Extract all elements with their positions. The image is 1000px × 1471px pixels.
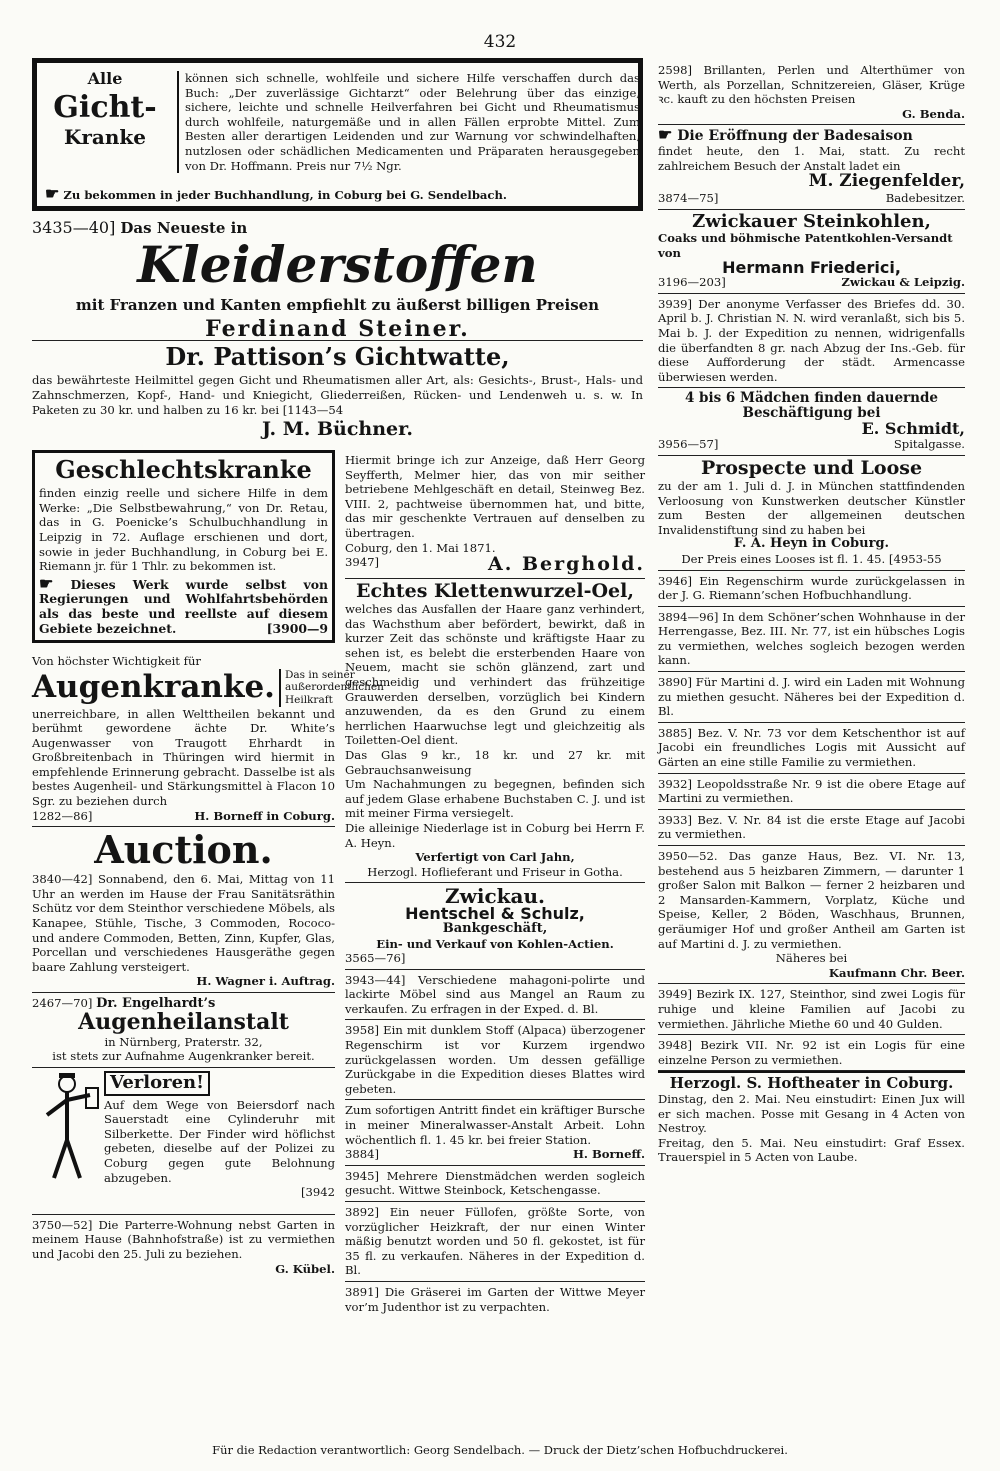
- haus-text: 3950—52. Das ganze Haus, Bez. VI. Nr. 13, bestehend aus 5 heizbaren Zimmern, — darunter 1 großer Salon mit Balkon — ferner 2 heizbaren und 2 Mansarden-Kammern, Vorplatz, Küche und Speise, Keller, 2 Böden, Waschhaus, Brunnen, geräumiger Hof und großer Antheil am Garten ist auf Martini d. J. zu vermiethen.: [658, 849, 965, 951]
- steiner-lead: Das Neueste in: [120, 219, 248, 237]
- kohle-place: Zwickau & Leipzig.: [841, 275, 965, 290]
- geschl-note: Dieses Werk wurde selbst von Regierungen und Wohlfahrtsbehörden als das beste und reellste auf diesem Gebiete bezeichnet.: [39, 576, 328, 636]
- geschl-title: Geschlechtskranke: [55, 455, 312, 484]
- steiner-ref: 3435—40]: [32, 218, 116, 237]
- logis2-advert: [658, 984, 965, 1035]
- kohle-title: Zwickauer Steinkohlen,: [692, 210, 931, 232]
- pattison-advert: [32, 340, 643, 440]
- brill-text: 2598] Brillanten, Perlen und Alterthümer von Werth, als Porzellan, Schnitzereien, Gläser, Krüge ꝛc. kauft zu den höchsten Preisen: [658, 63, 965, 107]
- augen-ref: 1282—86]: [32, 808, 93, 823]
- brill-name: G. Benda.: [902, 106, 965, 121]
- steiner-headline: Kleiderstoffen: [137, 235, 538, 294]
- graes-text: 3891] Die Gräserei im Garten der Wittwe Meyer vor’m Judenthor ist zu verpachten.: [345, 1284, 645, 1314]
- pattison-body: das bewährteste Heilmittel gegen Gicht und Rheumatismen aller Art, als: Gesichts-, Brust-, Hals- und Zahnschmerzen, Kopf-, Hand- und Kniegicht, Gliederreißen, Rücken- und Lendenweh u. s. w. In Paketen zu 30 kr. und halben zu 16 kr. bei: [32, 373, 643, 417]
- verloren-title-row: [104, 1071, 335, 1096]
- etage1-advert: [658, 774, 965, 810]
- steiner-text: mit Franzen und Kanten empfiehlt zu äußerst billigen Preisen: [75, 295, 600, 314]
- bursche-advert: [345, 1100, 645, 1165]
- bade-text: findet heute, den 1. Mai, statt. Zu recht zahlreichem Besuch der Anstalt ladet ein: [658, 143, 965, 173]
- kohle-advert: [658, 210, 965, 294]
- fuell-text: 3892] Ein neuer Füllofen, größte Sorte, von vorzüglicher Heizkraft, der nur einen Winter mäßig benutzt worden und 50 fl. gekostet, ist für 35 fl. zu verkaufen. Näheres in der Expedition d. Bl.: [345, 1205, 645, 1278]
- parterre-advert: [32, 1215, 335, 1279]
- pointing-hand-icon: ☛: [45, 184, 60, 203]
- laden-text: 3890] Für Martini d. J. wird ein Laden mit Wohnung zu miethen gesucht. Näheres bei der Expedition d. Bl.: [658, 675, 965, 719]
- crier-figure-icon: [32, 1070, 102, 1185]
- pattison-text: [32, 373, 643, 417]
- verloren-body: [104, 1071, 335, 1200]
- moebel-advert: [345, 970, 645, 1021]
- seyff-name: A. Berghold.: [487, 553, 645, 576]
- regen-advert: [345, 1020, 645, 1100]
- etage2-advert: [658, 810, 965, 846]
- fuell-advert: [345, 1202, 645, 1282]
- verloren-ref: [3942: [300, 1185, 335, 1200]
- verloren-title: Verloren!: [104, 1071, 210, 1096]
- zwick-line: Bankgeschäft,: [442, 920, 548, 936]
- gicht-bottom: Zu bekommen in jeder Buchhandlung, in Coburg bei G. Sendelbach.: [63, 188, 507, 202]
- prosp-advert: [658, 456, 965, 571]
- augen-title-row: [32, 668, 384, 707]
- gicht-label-1: Alle: [87, 69, 123, 88]
- engel-name: Dr. Engelhardt’s: [96, 995, 216, 1011]
- laden-advert: [658, 672, 965, 723]
- pattison-ref: [1143—54: [282, 402, 344, 417]
- auction-sign: H. Wagner i. Auftrag.: [196, 974, 335, 989]
- logis1-advert: [658, 723, 965, 774]
- schoen-text: 3894—96] In dem Schöner’schen Wohnhause in der Herrengasse, Bez. III. Nr. 77, ist ein hübsches Logis zu vermiethen, welches sogleich bezogen werden kann.: [658, 609, 965, 668]
- footer-imprint: Für die Redaction verantwortlich: Georg Sendelbach. — Druck der Dietz’schen Hofbuchdruckerei.: [212, 1443, 788, 1457]
- klett-title: Echtes Klettenwurzel-Oel,: [356, 580, 634, 603]
- pattison-headline: Dr. Pattison’s Gichtwatte,: [165, 342, 510, 371]
- logis1-text: 3885] Bez. V. Nr. 73 vor dem Ketschenthor ist auf Jacobi ein freundliches Logis mit Aussicht auf Gärten an eine stille Familie zu vermiethen.: [658, 725, 965, 770]
- parterre-text: 3750—52] Die Parterre-Wohnung nebst Garten in meinem Hause (Bahnhofstraße) ist zu vermiethen und Jacobi den 25. Juli zu beziehen.: [32, 1217, 335, 1261]
- schirm-text: 3946] Ein Regenschirm wurde zurückgelassen in der J. G. Riemann’schen Hofbuchhandlung.: [658, 573, 965, 603]
- logis2-text: 3949] Bezirk IX. 127, Steinthor, sind zwei Logis für ruhige und kleine Familien auf Jacobi zu vermiethen. Jährliche Miethe 60 und 40 Gulden.: [658, 987, 965, 1031]
- augen-sign-row: [32, 809, 335, 824]
- prosp-name: F. A. Heyn in Coburg.: [733, 536, 890, 552]
- geschl-ref: [3900—9: [266, 620, 328, 636]
- maed-name: E. Schmidt,: [861, 418, 965, 438]
- seyff-date: Coburg, den 1. Mai 1871.: [345, 540, 496, 555]
- bade-name: M. Ziegenfelder,: [808, 171, 965, 192]
- engel-ref: 2467—70]: [32, 995, 93, 1010]
- dienst-advert: [345, 1166, 645, 1202]
- augen-advert: [32, 651, 384, 827]
- parterre-name: G. Kübel.: [275, 1261, 335, 1276]
- zwick-line2: Ein- und Verkauf von Kohlen-Actien.: [376, 936, 614, 951]
- prosp-price: Der Preis eines Looses ist fl. 1. 45. [4953-55: [681, 551, 942, 566]
- geschl-text: finden einzig reelle und sichere Hilfe in dem Werke: „Die Selbstbewahrung,“ von Dr. Retau, das in G. Poenicke’s Schulbuchhandlung in Leipzig in 72. Auflage erschienen und dort, sowie in jeder Buchhandlung, in Coburg bei E. Riemann jr. für 1 Thlr. zu bekommen ist.: [39, 486, 328, 574]
- geschl-note-line: [39, 573, 328, 636]
- theater-advert: [658, 1071, 965, 1168]
- klett-text: welches das Ausfallen der Haare ganz verhindert, das Wachsthum aber befördert, bewirkt, daß in kurzer Zeit das schönste und kräftigste Haar zu sehen ist, es belebt die ersterbenden Haare von Neuem, macht sie schön glänzend, zart und geschmeidig und verhindert das frühzeitige Grauwerden derselben, vorzüglich bei Kindern anzuwenden, da es den Grund zu einem herrlichen Haarwuchse legt und gleichzeitig als Toiletten-Oel dient.: [345, 602, 645, 748]
- maed-sign-row: [658, 437, 965, 452]
- gicht-label-2: Gicht-: [53, 89, 157, 125]
- geschl-advert: [32, 450, 335, 643]
- bursche-name: H. Borneff.: [572, 1147, 645, 1162]
- augen-name: H. Borneff in Coburg.: [194, 808, 335, 823]
- logis3-text: 3948] Bezirk VII. Nr. 92 ist ein Logis für eine einzelne Person zu vermiethen.: [658, 1038, 965, 1067]
- zwick-title: Zwickau.: [445, 884, 545, 909]
- gicht-advert: [32, 58, 643, 211]
- schirm-advert: [658, 571, 965, 607]
- klett-advert: [345, 579, 645, 883]
- theater-title: Herzogl. S. Hoftheater in Coburg.: [669, 1074, 954, 1093]
- auction-title: Auction.: [94, 827, 273, 873]
- pointing-hand-icon: ☛: [658, 125, 673, 145]
- haus-more: Näheres bei: [775, 951, 848, 966]
- gicht-label-3: Kranke: [63, 125, 146, 150]
- zwick-firm: Hentschel & Schulz,: [405, 904, 585, 924]
- regen-text: 3958] Ein mit dunklem Stoff (Alpaca) überzogener Regenschirm ist vor Kurzem irgendwo zurückgelassen worden. Um dessen gefällige Zurückgabe in die Expedition dieses Blattes wird gebeten.: [345, 1023, 645, 1096]
- bade-title: Die Eröffnung der Badesaison: [677, 128, 913, 145]
- anon-advert: [658, 294, 965, 389]
- auction-advert: [32, 827, 335, 993]
- bade-role: Badebesitzer.: [885, 191, 965, 205]
- bursche-sign-row: [345, 1147, 645, 1162]
- engel-line: in Nürnberg, Praterstr. 32,: [104, 1034, 263, 1049]
- klett-by: Verfertigt von Carl Jahn,: [415, 850, 575, 865]
- kohle-line: Coaks und böhmische Patentkohlen-Versandt von: [658, 231, 953, 261]
- page-number: 432: [483, 32, 517, 52]
- bade-sign-row: [658, 191, 965, 206]
- auction-text: 3840—42] Sonnabend, den 6. Mai, Mittag von 11 Uhr an werden im Hause der Frau Sanitätsräthin Schütz vor dem Steinthor verschiedene Möbels, als Kanapee, Stühle, Tische, 3 Commoden, Rococo- und andere Commoden, Betten, Zinn, Kupfer, Glas, Porcellan und verschiedenes Hausgeräthe gegen baare Zahlung versteigert.: [32, 872, 335, 974]
- theater-2: Freitag, den 5. Mai. Neu einstudirt: Graf Essex. Trauerspiel in 5 Acten von Laube.: [658, 1135, 965, 1165]
- maed-place: Spitalgasse.: [893, 437, 965, 452]
- klett-sole: Die alleinige Niederlage ist in Coburg bei Herrn F. A. Heyn.: [345, 820, 645, 850]
- moebel-text: 3943—44] Verschiedene mahagoni-polirte und lackirte Möbel sind aus Mangel an Raum zu verkaufen. Zu erfragen in der Exped. d. Bl.: [345, 972, 645, 1016]
- engel-title: Augenheilanstalt: [78, 1009, 289, 1036]
- theater-1: Dinstag, den 2. Mai. Neu einstudirt: Einen Jux will er sich machen. Posse mit Gesang in 4 Acten von Nestroy.: [658, 1092, 965, 1136]
- pattison-name: J. M. Büchner.: [261, 417, 414, 440]
- augen-side: Das in seiner außerordentlichen Heilkraft: [279, 669, 384, 707]
- schoen-advert: [658, 607, 965, 672]
- dienst-text: 3945] Mehrere Dienstmädchen werden sogleich gesucht. Wittwe Steinbock, Ketschengasse.: [345, 1168, 645, 1198]
- engel-line2: ist stets zur Aufnahme Augenkranker bereit.: [52, 1049, 315, 1064]
- klett-price: Das Glas 9 kr., 18 kr. und 27 kr. mit Gebrauchsanweisung: [345, 747, 645, 777]
- pointing-hand-icon: ☛: [39, 573, 54, 593]
- gicht-bottom-line: [45, 184, 635, 203]
- prosp-text: zu der am 1. Juli d. J. in München stattfindenden Verloosung von Kunstwerken deutscher Künstler zum Besten der allgemeinen deutschen Invalidenstiftung sind zu haben bei: [658, 478, 965, 537]
- seyff-text: Hiermit bringe ich zur Anzeige, daß Herr Georg Seyfferth, Melmer hier, das von mir seither betriebene Mehlgeschäft en detail, Steinweg Bez. VIII. 2, pachtweise übernommen hat, und bitte, das mir geschenkte Vertrauen auf denselben zu übertragen.: [345, 453, 645, 540]
- kohle-sign-row: [658, 275, 965, 290]
- seyff-advert: [345, 450, 645, 579]
- right-column: [658, 60, 965, 1168]
- kohle-ref: 3196—203]: [658, 275, 726, 290]
- prosp-title: Prospecte und Loose: [700, 457, 923, 479]
- augen-title: Augenkranke.: [32, 669, 275, 706]
- steiner-name: Ferdinand Steiner.: [205, 315, 470, 342]
- logis3-advert: [658, 1035, 965, 1071]
- augen-head: Von höchster Wichtigkeit für: [32, 654, 201, 669]
- graes-advert: [345, 1282, 645, 1317]
- klett-by2: Herzogl. Hoflieferant und Friseur in Gotha.: [367, 864, 623, 879]
- gicht-left-label: [45, 71, 165, 148]
- etage2-text: 3933] Bez. V. Nr. 84 ist die erste Etage auf Jacobi zu vermiethen.: [658, 812, 965, 842]
- anon-text: 3939] Der anonyme Verfasser des Briefes dd. 30. April b. J. Christian N. N. wird veranlaßt, sich bis 5. Mai b. J. der Expedition zu nennen, widrigenfalls die überfandten 8 gr. nach Abzug der Ins.-Geb. für diese Aufforderung der städt. Armencasse überwiesen werden.: [658, 296, 965, 384]
- zwick-ref: 3565—76]: [345, 951, 406, 966]
- seyff-ref: 3947]: [345, 555, 380, 570]
- haus-name: Kaufmann Chr. Beer.: [828, 965, 965, 980]
- gicht-text: können sich schnelle, wohlfeile und sichere Hilfe verschaffen durch das Buch: „Der zuverlässige Gichtarzt“ oder Belehrung über das einzige, sichere, leichte und schnelle Heilverfahren bei Gicht und Rheumatismus durch wohlfeile, naturgemäße und in allen Fällen erprobte Mittel. Zum Besten aller derartigen Leidenden und zur Warnung vor schwindelhaften, nutzlosen oder schädlichen Medicamenten und Präparaten herausgegeben von Dr. Hoffmann. Preis nur 7½ Ngr.: [177, 71, 640, 173]
- maed-ref: 3956—57]: [658, 437, 719, 452]
- zwick-advert: [345, 883, 645, 969]
- bursche-ref: 3884]: [345, 1147, 380, 1162]
- middle-column: [345, 450, 645, 1317]
- brill-advert: [658, 60, 965, 125]
- bursche-text: Zum sofortigen Antritt findet ein kräftiger Bursche in meiner Mineralwasser-Anstalt Arbeit. Lohn wöchentlich fl. 1. 45 kr. bei freier Station.: [345, 1103, 645, 1147]
- seyff-sign-row: [345, 555, 645, 575]
- bade-ref: 3874—75]: [658, 191, 719, 205]
- haus-advert: [658, 846, 965, 984]
- etage1-text: 3932] Leopoldsstraße Nr. 9 ist die obere Etage auf Martini zu vermiethen.: [658, 776, 965, 806]
- verloren-text: Auf dem Wege von Beiersdorf nach Sauerstadt eine Cylinderuhr mit Silberkette. Der Finder wird höflichst gebeten, dieselbe auf der Polizei zu Coburg gegen gute Belohnung abzugeben.: [104, 1097, 335, 1185]
- maed-title: 4 bis 6 Mädchen finden dauernde Beschäftigung bei: [684, 390, 939, 422]
- kohle-name: Hermann Friederici,: [722, 257, 901, 277]
- verloren-advert: [32, 1068, 335, 1215]
- steiner-advert: [32, 218, 643, 342]
- engel-advert: [32, 993, 335, 1068]
- bade-title-line: [658, 125, 965, 145]
- klett-warn: Um Nachahmungen zu begegnen, befinden sich auf jedem Glase erhabene Buchstaben C. J. und ist mit meiner Firma versiegelt.: [345, 777, 645, 821]
- augen-text: unerreichbare, in allen Welttheilen bekannt und berühmt gewordene ächte Dr. White’s Augenwasser von Traugott Ehrhardt in Großbreitenbach in Thüringen wird hiermit in empfehlende Erinnerung gebracht. Dasselbe ist als bestes Augenheil- und Stärkungsmittel à Flacon 10 Sgr. zu beziehen durch: [32, 706, 335, 809]
- bade-advert: [658, 125, 965, 209]
- maed-advert: [658, 388, 965, 456]
